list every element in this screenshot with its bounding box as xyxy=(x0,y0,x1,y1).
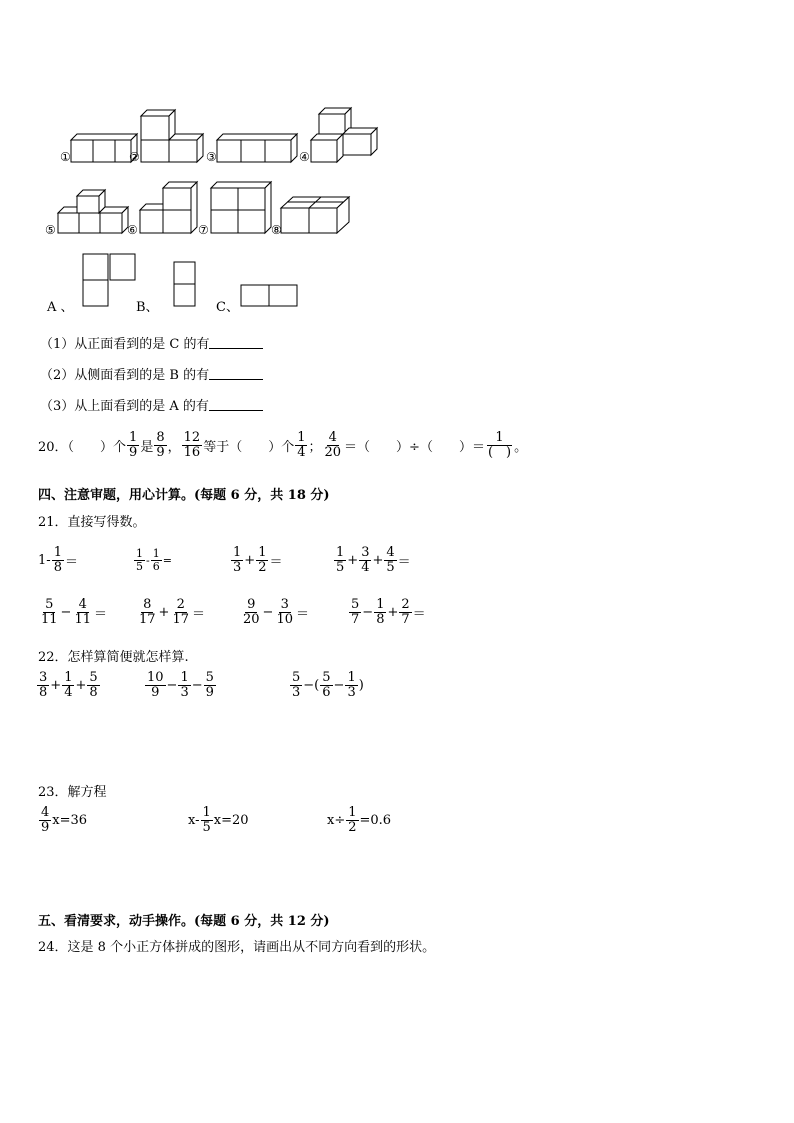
cube-figure-2 xyxy=(141,110,203,162)
cube-figure-8 xyxy=(281,197,349,233)
q19-sub2-text: （2）从侧面看到的是 B 的有 xyxy=(40,368,210,383)
cube-figures-row-1 xyxy=(55,105,390,167)
q21-expr-6: $\frac{8}{17}$ + $\frac{2}{17}$ ＝ xyxy=(139,597,206,627)
q22-expr-1: $\frac{3}{8}$ + $\frac{1}{4}$ + $\frac{5}{8}$ xyxy=(39,670,98,700)
q20-line xyxy=(38,431,527,459)
fraction: $\frac{1}{9}$ xyxy=(129,430,138,460)
option-c-label: C、 xyxy=(216,300,239,315)
option-a-shape xyxy=(82,253,138,309)
cube-figure-5 xyxy=(58,190,128,233)
q21-expr-8: $\frac{5}{7}$ − $\frac{1}{8}$ + $\frac{2}{7}$ ＝ xyxy=(351,597,426,627)
q22-expr-3: $\frac{5}{3}$ −( $\frac{5}{6}$ − $\frac{1}{3}$ ) xyxy=(292,670,364,700)
cube-figure-3 xyxy=(217,134,297,162)
q23-eq-2: x- $\frac{1}{5}$ x=20 xyxy=(188,805,249,835)
fraction: $\frac{8}{9}$ xyxy=(156,430,165,460)
q21-expr-1: 1 - $\frac{1}{8}$ ＝ xyxy=(38,545,78,575)
cube-figure-6 xyxy=(140,182,197,233)
figure-label-7: ⑦ xyxy=(198,223,209,237)
answer-blank-2[interactable] xyxy=(209,367,263,380)
cube-figure-7 xyxy=(211,182,271,233)
q20-text-1: 20．（ ）个 xyxy=(38,439,127,455)
q22-expr-2: $\frac{10}{9}$ − $\frac{1}{3}$ − $\frac{5}{9}$ xyxy=(147,670,214,700)
q21-expr-5: $\frac{5}{11}$ − $\frac{4}{11}$ ＝ xyxy=(41,597,108,627)
q19-sub2 xyxy=(40,364,263,383)
q23-eq-1: $\frac{4}{9}$ x=36 xyxy=(41,805,88,835)
fraction: $\frac{1}{( )}$ xyxy=(487,430,512,460)
q23-eq-3: x÷ $\frac{1}{2}$ =0.6 xyxy=(327,805,392,835)
cube-figure-1 xyxy=(71,134,137,162)
section-5-heading: 五、看清要求，动手操作。(每题 6 分，共 12 分) xyxy=(38,914,330,929)
figure-label-8: ⑧ xyxy=(271,223,282,237)
option-b-shape xyxy=(173,261,197,309)
fraction: $\frac{1}{4}$ xyxy=(297,430,306,460)
figure-label-2: ② xyxy=(129,150,140,164)
q22-title: 22．怎样算简便就怎样算. xyxy=(38,650,189,665)
answer-blank-1[interactable] xyxy=(209,336,263,349)
section-4-heading: 四、注意审题，用心计算。(每题 6 分，共 18 分) xyxy=(38,488,330,503)
fraction: $\frac{12}{16}$ xyxy=(183,430,201,460)
q23-title: 23．解方程 xyxy=(38,785,107,800)
q20-text-5: ； xyxy=(308,439,322,455)
figure-label-3: ③ xyxy=(206,150,217,164)
q20-text-6: ＝（ ）÷（ ）＝ xyxy=(344,439,485,455)
q21-title: 21．直接写得数。 xyxy=(38,515,146,530)
answer-blank-3[interactable] xyxy=(209,398,263,411)
cube-figure-4 xyxy=(311,108,377,162)
option-b-label: B、 xyxy=(136,300,159,315)
figure-label-6: ⑥ xyxy=(127,223,138,237)
q20-text-2: 是 xyxy=(140,439,154,455)
q24-title: 24．这是 8 个小正方体拼成的图形，请画出从不同方向看到的形状。 xyxy=(38,940,436,955)
q20-text-4: 等于（ ）个 xyxy=(203,439,295,455)
option-a-label: A 、 xyxy=(47,300,74,315)
q21-expr-4: $\frac{1}{5}$ + $\frac{3}{4}$ + $\frac{4}{5}$ ＝ xyxy=(336,545,411,575)
option-c-shape xyxy=(240,284,300,308)
q21-expr-7: $\frac{9}{20}$ − $\frac{3}{10}$ ＝ xyxy=(243,597,310,627)
q19-sub1-text: （1）从正面看到的是 C 的有 xyxy=(40,337,210,352)
q20-text-3: ， xyxy=(167,439,181,455)
q21-expr-3: $\frac{1}{3}$ + $\frac{1}{2}$ ＝ xyxy=(233,545,283,575)
q19-sub1 xyxy=(40,333,263,352)
q19-sub3 xyxy=(40,395,263,414)
q21-expr-2: $\frac{1}{5}$ - $\frac{1}{6}$ = xyxy=(136,547,172,573)
figure-label-4: ④ xyxy=(299,150,310,164)
q20-text-7: 。 xyxy=(514,439,528,455)
figure-label-5: ⑤ xyxy=(45,223,56,237)
figure-label-1: ① xyxy=(60,150,71,164)
q19-sub3-text: （3）从上面看到的是 A 的有 xyxy=(40,399,209,414)
fraction: $\frac{4}{20}$ xyxy=(324,430,342,460)
